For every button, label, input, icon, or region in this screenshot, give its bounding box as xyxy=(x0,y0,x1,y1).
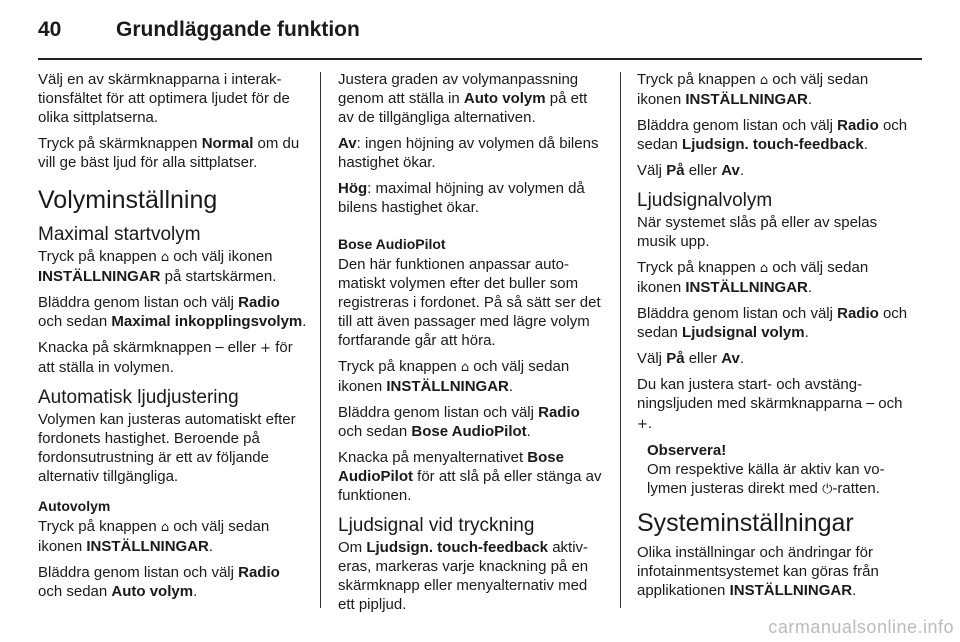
text: om du vill ge bäst ljud för alla sittplatser. xyxy=(38,135,300,171)
text: eller xyxy=(223,339,261,356)
column-1 xyxy=(38,70,308,608)
text: Knacka på menyalternativet xyxy=(338,449,528,466)
paragraph xyxy=(38,134,308,172)
text: Om respektive källa är aktiv kan volymen justeras direkt med xyxy=(647,461,885,497)
home-icon: ⌂ xyxy=(759,261,769,276)
bold-text: Bose AudioPilot xyxy=(338,449,564,485)
paragraph xyxy=(338,403,604,441)
text: . xyxy=(804,324,809,341)
text: . xyxy=(739,350,745,367)
plus-icon: + xyxy=(260,341,272,356)
home-icon: ⌂ xyxy=(160,520,170,535)
text: Tryck på skärmknappen xyxy=(38,135,202,152)
watermark: carmanualsonline.info xyxy=(768,617,954,637)
text: Välj xyxy=(637,350,667,367)
bold-text: Radio xyxy=(238,294,280,311)
text: och sedan xyxy=(38,583,112,600)
section-heading: Systeminställningar xyxy=(637,509,854,537)
paragraph xyxy=(637,543,913,600)
text: Tryck på knappen xyxy=(38,248,161,265)
text: . xyxy=(302,313,307,330)
plus-icon: + xyxy=(637,417,648,432)
column-divider-2 xyxy=(620,72,621,608)
text: eller xyxy=(684,162,722,179)
subsection-heading: Maximal startvolym xyxy=(38,224,201,245)
text: Olika inställningar och ändringar för infotainmentsystemet kan göras från applikationen xyxy=(637,544,879,599)
text: . xyxy=(863,136,868,153)
paragraph xyxy=(637,375,913,434)
paragraph xyxy=(338,179,604,217)
column-3 xyxy=(637,70,913,607)
home-icon: ⌂ xyxy=(160,250,170,265)
page-number: 40 xyxy=(38,18,62,41)
paragraph: Volymen kan justeras automatiskt efter fordonets hastighet. Beroende på fordonsutrustning är ett av följande alternativ tillgängliga. xyxy=(38,411,296,485)
text: Bläddra genom listan och välj xyxy=(637,305,838,322)
bold-text: Hög xyxy=(338,180,368,197)
bold-text: Auto volym xyxy=(111,583,194,600)
text: för att ställa in volymen. xyxy=(38,339,293,376)
text: och sedan xyxy=(338,423,412,440)
minor-heading: Bose AudioPilot xyxy=(338,236,446,252)
bold-text: Maximal inkopplingsvolym xyxy=(111,313,303,330)
text: . xyxy=(193,583,198,600)
page-title: Grundläggande funktion xyxy=(116,18,360,41)
subsection-heading: Automatisk ljudjustering xyxy=(38,387,239,408)
knob-icon: ⏻ xyxy=(822,482,833,497)
note-box xyxy=(647,441,913,499)
text: på ett av de tillgängliga alternativen. xyxy=(338,90,588,126)
paragraph xyxy=(338,70,604,127)
bold-text: INSTÄLLNINGAR xyxy=(86,538,209,555)
text: -ratten. xyxy=(832,480,880,497)
text: och välj sedan ikonen xyxy=(637,259,869,296)
text: . xyxy=(208,538,214,555)
minus-icon: ─ xyxy=(215,341,224,356)
paragraph xyxy=(338,538,604,614)
text: Tryck på knappen xyxy=(38,518,161,535)
subsection-heading: Ljudsignalvolym xyxy=(637,190,773,211)
column-divider-1 xyxy=(320,72,321,608)
bold-text: Auto volym xyxy=(463,90,546,107)
bold-text: Radio xyxy=(837,117,879,134)
paragraph: Välj en av skärmknapparna i interaktionsfältet för att optimera ljudet för de olika sittplatserna. xyxy=(38,71,290,126)
text: . xyxy=(739,162,745,179)
note-title: Observera! xyxy=(647,442,727,459)
text: och välj ikonen xyxy=(169,248,273,265)
bold-text: Av xyxy=(338,135,357,152)
minus-icon: ─ xyxy=(866,397,875,412)
section-heading: Volyminställning xyxy=(38,186,218,214)
text: på startskärmen. xyxy=(160,268,277,285)
text: Bläddra genom listan och välj xyxy=(38,294,239,311)
bold-text: Radio xyxy=(238,564,280,581)
text: Välj xyxy=(637,162,667,179)
bold-text: På xyxy=(666,162,685,179)
text: . xyxy=(647,415,653,432)
text: för att slå på eller stänga av funktionen. xyxy=(338,468,602,504)
text: Bläddra genom listan och välj xyxy=(38,564,239,581)
bold-text: INSTÄLLNINGAR xyxy=(685,279,808,296)
paragraph xyxy=(637,161,913,180)
text: Bläddra genom listan och välj xyxy=(637,117,838,134)
paragraph xyxy=(637,258,913,297)
paragraph xyxy=(338,357,604,396)
text: Tryck på knappen xyxy=(637,259,760,276)
paragraph xyxy=(38,563,308,601)
bold-text: Ljudsignal volym xyxy=(682,324,805,341)
bold-text: Av xyxy=(721,350,740,367)
paragraph xyxy=(338,134,604,172)
text: och sedan xyxy=(637,305,908,341)
paragraph xyxy=(637,304,913,342)
bold-text: Ljudsign. touch-feedback xyxy=(682,136,864,153)
bold-text: INSTÄLLNINGAR xyxy=(38,268,161,285)
bold-text: På xyxy=(666,350,685,367)
paragraph: Den här funktionen anpassar automatiskt volymen efter det buller som registreras i fordonet. På så sätt ser det till att även passager med lägre volym fortfarande går att höra. xyxy=(338,256,601,349)
text: aktiveras, markeras varje knackning på en skärmknapp eller menyalternativ med ett pipljud. xyxy=(338,539,589,613)
text: Tryck på knappen xyxy=(637,71,760,88)
paragraph xyxy=(637,116,913,154)
text: Knacka på skärmknappen xyxy=(38,339,216,356)
text: eller xyxy=(684,350,722,367)
text: . xyxy=(807,91,813,108)
text: Bläddra genom listan och välj xyxy=(338,404,539,421)
paragraph xyxy=(637,349,913,368)
home-icon: ⌂ xyxy=(759,73,769,88)
paragraph xyxy=(338,448,604,505)
text: : ingen höjning av volymen då bilens hastighet ökar. xyxy=(338,135,599,171)
paragraph xyxy=(38,338,308,377)
bold-text: INSTÄLLNINGAR xyxy=(685,91,808,108)
bold-text: Radio xyxy=(837,305,879,322)
text: . xyxy=(852,582,857,599)
text: och välj sedan ikonen xyxy=(637,71,869,108)
text: . xyxy=(508,378,514,395)
header-rule xyxy=(38,58,922,60)
bold-text: Bose AudioPilot xyxy=(411,423,527,440)
text: och sedan xyxy=(637,117,908,153)
column-2 xyxy=(338,70,604,621)
text: och välj sedan ikonen xyxy=(338,358,570,395)
text: Justera graden av volymanpassning genom att ställa in xyxy=(338,71,579,107)
text: : maximal höjning av volymen då bilens hastighet ökar. xyxy=(338,180,585,216)
text: Tryck på knappen xyxy=(338,358,461,375)
text: och sedan xyxy=(38,313,112,330)
bold-text: Ljudsign. touch-feedback xyxy=(366,539,549,556)
paragraph xyxy=(38,293,308,331)
bold-text: Normal xyxy=(201,135,254,152)
bold-text: Radio xyxy=(538,404,580,421)
paragraph xyxy=(38,517,308,556)
minor-heading: Autovolym xyxy=(38,498,111,514)
text: . xyxy=(526,423,531,440)
paragraph: När systemet slås på eller av spelas musik upp. xyxy=(637,214,878,250)
text: Du kan justera start- och avstängningsljuden med skärmknapparna xyxy=(637,376,867,412)
text: Om xyxy=(338,539,367,556)
home-icon: ⌂ xyxy=(460,360,470,375)
text: och xyxy=(874,395,903,412)
text: och välj sedan ikonen xyxy=(38,518,270,555)
bold-text: INSTÄLLNINGAR xyxy=(386,378,509,395)
bold-text: INSTÄLLNINGAR xyxy=(729,582,853,599)
paragraph xyxy=(637,70,913,109)
paragraph xyxy=(38,247,308,286)
subsection-heading: Ljudsignal vid tryckning xyxy=(338,515,535,536)
bold-text: Av xyxy=(721,162,740,179)
text: . xyxy=(807,279,813,296)
